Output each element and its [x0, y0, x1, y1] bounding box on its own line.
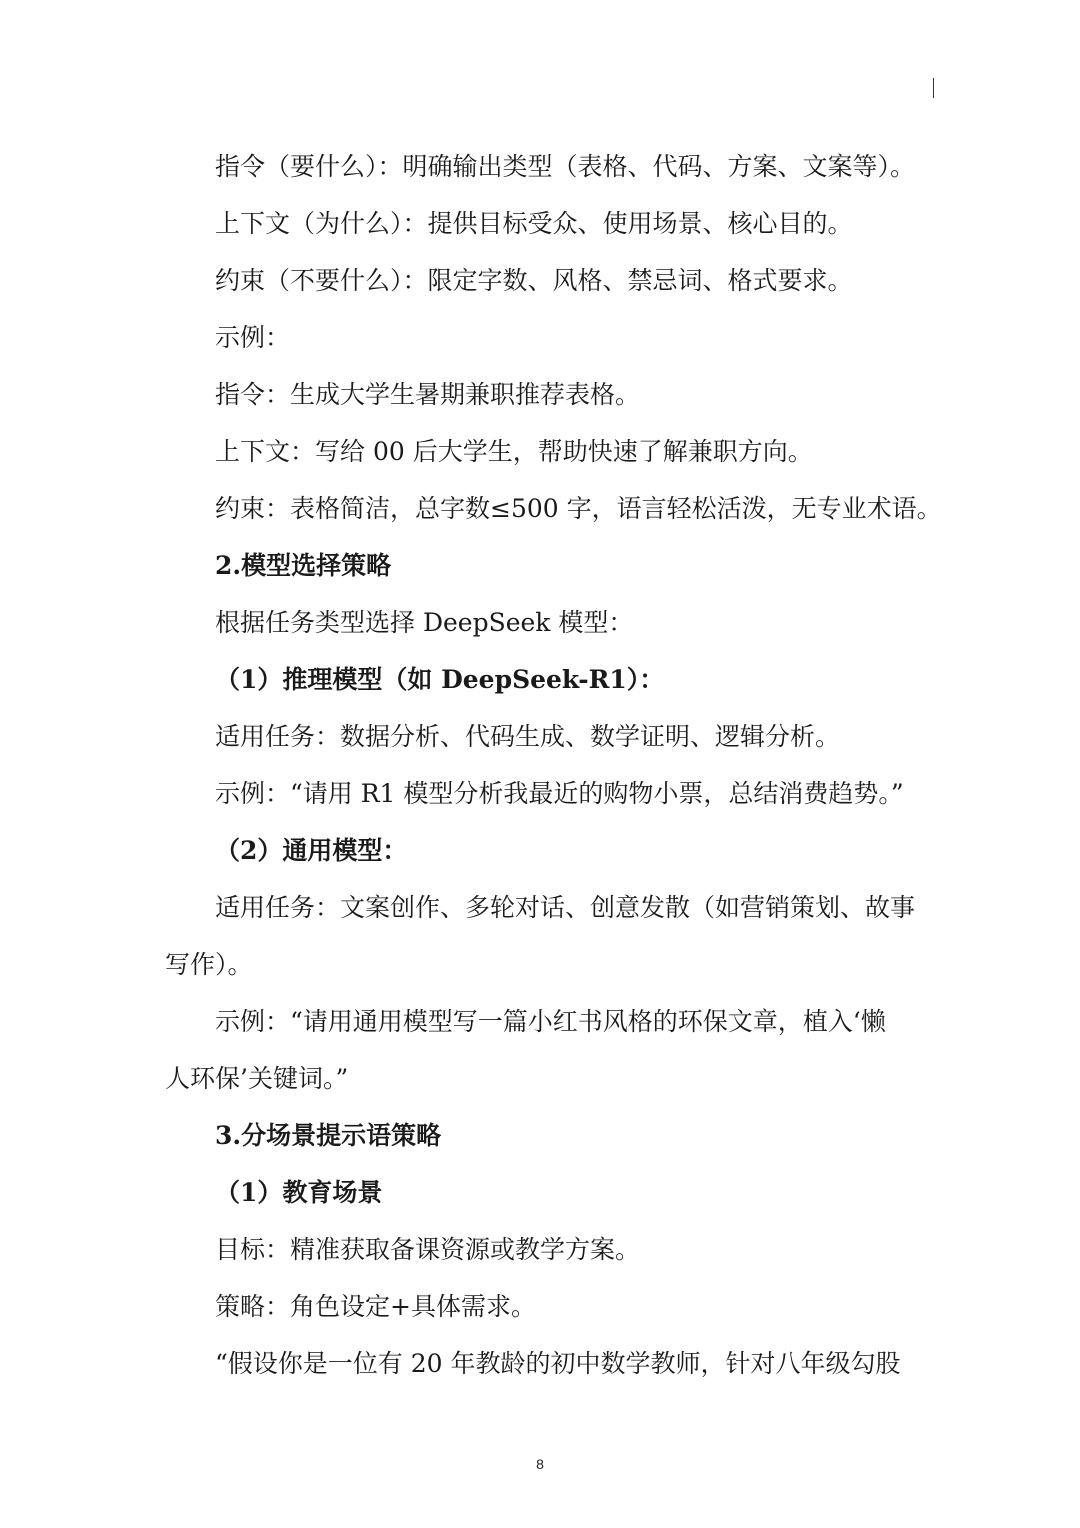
- section-heading-scenario-strategy: 3.分场景提示语策略: [215, 1121, 442, 1150]
- subheading-reasoning-model: （1）推理模型（如 DeepSeek-R1）：: [215, 665, 665, 694]
- section-heading-model-selection: 2.模型选择策略: [215, 551, 392, 580]
- page-number: 8: [536, 1456, 544, 1472]
- paragraph-constraint-def: 约束（不要什么）：限定字数、风格、禁忌词、格式要求。: [215, 266, 853, 295]
- paragraph-general-example-cont: 人环保’关键词。”: [165, 1064, 349, 1093]
- paragraph-general-tasks-cont: 写作）。: [165, 950, 253, 979]
- paragraph-model-intro: 根据任务类型选择 DeepSeek 模型：: [215, 608, 634, 637]
- paragraph-education-goal: 目标：精准获取备课资源或教学方案。: [215, 1235, 641, 1264]
- paragraph-general-example: 示例：“请用通用模型写一篇小红书风格的环保文章，植入‘懒: [215, 1007, 886, 1036]
- paragraph-example-context: 上下文：写给 00 后大学生，帮助快速了解兼职方向。: [215, 437, 813, 466]
- paragraph-reasoning-tasks: 适用任务：数据分析、代码生成、数学证明、逻辑分析。: [215, 722, 841, 751]
- paragraph-example-label: 示例：: [215, 323, 291, 352]
- paragraph-education-quote: “假设你是一位有 20 年教龄的初中数学教师，针对八年级勾股: [215, 1349, 901, 1378]
- subheading-education-scenario: （1）教育场景: [215, 1178, 383, 1207]
- paragraph-instruction-def: 指令（要什么）：明确输出类型（表格、代码、方案、文案等）。: [215, 152, 916, 181]
- paragraph-context-def: 上下文（为什么）：提供目标受众、使用场景、核心目的。: [215, 209, 853, 238]
- document-body: [165, 138, 942, 1392]
- header-rule-mark: [933, 78, 934, 98]
- paragraph-education-strategy: 策略：角色设定+具体需求。: [215, 1292, 536, 1321]
- paragraph-example-instruction: 指令：生成大学生暑期兼职推荐表格。: [215, 380, 641, 409]
- subheading-general-model: （2）通用模型：: [215, 836, 408, 865]
- paragraph-example-constraint: 约束：表格简洁，总字数≤500 字，语言轻松活泼，无专业术语。: [215, 494, 942, 523]
- paragraph-general-tasks: 适用任务：文案创作、多轮对话、创意发散（如营销策划、故事: [215, 893, 916, 922]
- paragraph-reasoning-example: 示例：“请用 R1 模型分析我最近的购物小票，总结消费趋势。”: [215, 779, 904, 808]
